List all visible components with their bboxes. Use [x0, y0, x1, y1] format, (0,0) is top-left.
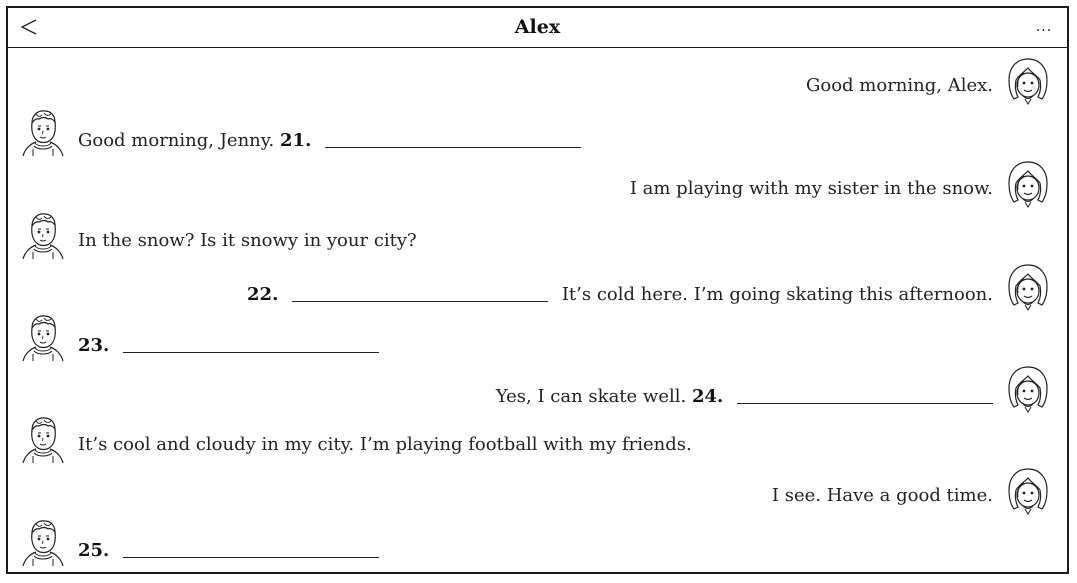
chat-window [6, 6, 1069, 574]
girl-avatar-icon [1003, 363, 1053, 413]
question-number: 24. [691, 386, 724, 407]
answer-blank-23[interactable] [123, 334, 379, 353]
message-text: 22. It’s cold here. I’m going skating this afternoon. [247, 284, 993, 305]
chat-message-10 [8, 517, 1067, 567]
answer-blank-25[interactable] [123, 539, 379, 558]
boy-avatar-icon [18, 107, 68, 157]
message-text: Good morning, Jenny. 21. [78, 127, 581, 152]
message-text [78, 537, 379, 562]
chat-message-7 [8, 363, 1067, 413]
message-text: Yes, I can skate well. 24. [496, 383, 993, 408]
girl-avatar-icon [1003, 55, 1053, 105]
message-text: I am playing with my sister in the snow. [629, 178, 993, 199]
chat-message-6 [8, 312, 1067, 362]
boy-avatar-icon [18, 414, 68, 464]
message-text: Good morning, Alex. [806, 75, 993, 96]
more-options-button[interactable] [1031, 14, 1057, 40]
message-text [78, 332, 379, 357]
chat-message-3 [8, 158, 1067, 208]
boy-avatar-icon [18, 210, 68, 260]
answer-blank-24[interactable] [737, 385, 993, 404]
message-text: It’s cool and cloudy in my city. I’m playing football with my friends. [78, 434, 692, 455]
chat-message-9 [8, 465, 1067, 515]
question-number: 25. [78, 540, 110, 561]
question-number: 22. [247, 284, 279, 305]
answer-blank-22[interactable] [292, 283, 548, 302]
chat-message-8 [8, 414, 1067, 464]
boy-avatar-icon [18, 312, 68, 362]
girl-avatar-icon [1003, 158, 1053, 208]
more-icon: ... [1035, 19, 1053, 35]
chat-message-1 [8, 55, 1067, 105]
chat-message-2 [8, 107, 1067, 157]
answer-blank-21[interactable] [325, 129, 581, 148]
girl-avatar-icon [1003, 261, 1053, 311]
chat-header [8, 8, 1067, 48]
chat-message-5 [8, 261, 1067, 311]
question-number: 23. [78, 335, 110, 356]
chat-title: Alex [514, 16, 561, 38]
boy-avatar-icon [18, 517, 68, 567]
question-number: 21. [280, 130, 312, 151]
girl-avatar-icon [1003, 465, 1053, 515]
message-text: I see. Have a good time. [771, 485, 993, 506]
message-text: In the snow? Is it snowy in your city? [78, 230, 417, 251]
chat-message-4 [8, 210, 1067, 260]
